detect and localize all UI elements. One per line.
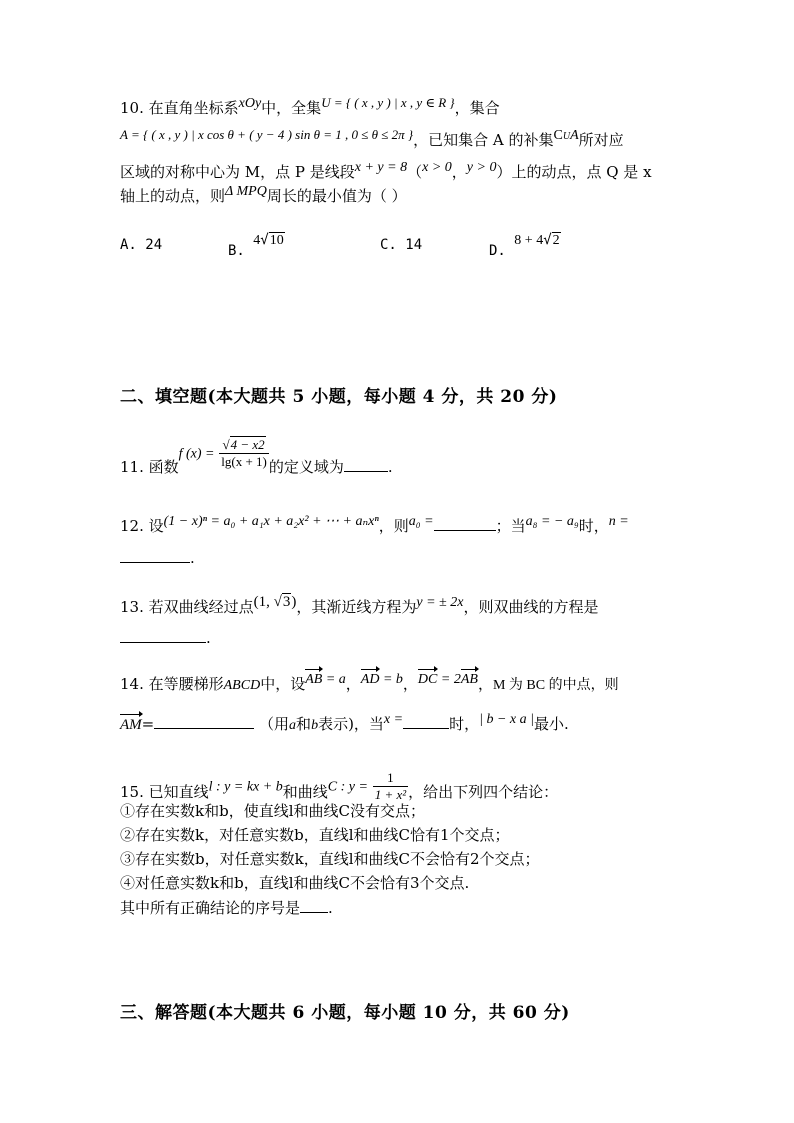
q13-answer-blank[interactable]: [120, 628, 206, 643]
section-3-heading: 三、解答题(本大题共 6 小题，每小题 10 分，共 60 分): [120, 1003, 570, 1023]
q14-am-blank[interactable]: [154, 714, 254, 729]
q14-text: = 2: [437, 672, 461, 687]
q10-text: 区域的对称中心为 M，点 P 是线段: [120, 163, 355, 181]
q14-text: 表示)，当: [318, 715, 384, 733]
q13-point-radicand: 3: [282, 594, 291, 610]
q14-text: 和: [296, 715, 312, 733]
q10-text: ，: [451, 163, 467, 181]
q10-line4: [120, 186, 407, 208]
q14-trapezoid: ABCD: [223, 678, 261, 693]
q10-text: 中，全集: [261, 99, 322, 117]
q11-text: 11. 函数: [120, 457, 179, 476]
option-label: B.: [228, 243, 245, 259]
q15-line-eq: l : y = kx + b: [208, 779, 283, 795]
q12-line1: [120, 516, 629, 538]
q10-text: ，集合: [454, 99, 500, 117]
q10-cond-y: y > 0: [466, 160, 497, 175]
q15-conclusion-2: ②存在实数k，对任意实数b，直线l和曲线C恰有1个交点；: [120, 826, 510, 844]
q15-numerator: 1: [373, 770, 408, 787]
q12-text: .: [190, 549, 195, 567]
q10-text: （: [407, 163, 423, 181]
q15-conclusion-3: ③存在实数b，对任意实数k，直线l和曲线C不会恰有2个交点；: [120, 850, 540, 868]
q14-line2: [120, 714, 569, 736]
q15-line1: [120, 770, 558, 803]
q13-text: ，则双曲线的方程是: [463, 598, 599, 616]
option-d-radicand: 2: [552, 233, 560, 248]
q12-text: 时，: [578, 517, 609, 535]
q11-denominator: lg(x + 1): [221, 454, 267, 469]
q12-binomial: (1 − x)ⁿ = a₀ + a₁x + a₂x² + ⋯ + aₙxⁿ: [163, 514, 379, 529]
q14-line1: [120, 674, 619, 696]
q10-text: 所对应: [578, 131, 624, 149]
q14-vector-ad: AD: [361, 670, 380, 690]
q15-answer-line: [120, 898, 333, 918]
q14-text: 时，: [449, 715, 480, 733]
q14-text: = b: [379, 672, 403, 687]
q13-point: (1,: [253, 594, 274, 610]
q14-vector-am: AM: [120, 717, 142, 733]
q10-option-c: C. 14: [380, 237, 423, 253]
option-label: D.: [489, 243, 506, 259]
q14-vector-dc: DC: [418, 670, 437, 690]
q12-text: 12. 设: [120, 517, 164, 535]
q14-x-eq: x =: [383, 712, 404, 727]
q13-line2: [120, 628, 211, 648]
q11-text: 的定义域为: [268, 457, 344, 476]
q10-option-d: D. 8 + 4√2: [489, 232, 560, 259]
q10-text: 周长的最小值为（ ）: [266, 187, 407, 205]
q13-text: .: [206, 629, 211, 647]
q10-coord-system: xOy: [238, 96, 262, 111]
q15-text: 和曲线: [282, 782, 328, 801]
q14-vector-ab: AB: [461, 670, 478, 690]
q10-universal-set: U = { ( x , y ) | x , y ∈ R }: [321, 95, 455, 110]
option-b-coef: 4: [253, 233, 261, 248]
q14-text: ，: [477, 675, 493, 693]
q14-text: 14. 在等腰梯形: [120, 675, 224, 693]
q14-text: 最小.: [533, 715, 569, 733]
q10-line1: [120, 95, 500, 120]
q11-fraction: $\frac{√4 - x2}{\lg(x + 1)}$: [221, 437, 267, 469]
q14-vector-ab: AB: [305, 670, 322, 690]
q14-text: 中，设: [260, 675, 306, 693]
q12-n: n =: [608, 514, 629, 529]
q14-text: ，: [345, 675, 361, 693]
q14-text: ，: [402, 675, 418, 693]
q13-asymptote: y = ± 2x: [416, 595, 464, 610]
q11-numerator: 4 − x2: [230, 437, 265, 452]
q15-fraction: [373, 770, 408, 803]
q15-text: ，给出下列四个结论：: [408, 782, 559, 801]
q10-text: ）上的动点，点 Q 是 x: [496, 163, 652, 181]
q12-n-blank[interactable]: [120, 548, 190, 563]
q13-line1: 13. 若双曲线经过点(1, √3)，其渐近线方程为y = ± 2x，则双曲线的方程是: [120, 594, 599, 616]
q15-text: .: [328, 899, 333, 917]
q14-text: （用: [259, 715, 290, 733]
q10-set-a: A = { ( x , y ) | x cos θ + ( y − 4 ) sin θ = 1 , 0 ≤ θ ≤ 2π }: [120, 127, 414, 142]
q15-denominator: 1 + x²: [374, 787, 407, 802]
q10-text: 10. 在直角坐标系: [120, 99, 239, 117]
q15-text: 15. 已知直线: [120, 782, 209, 801]
q10-cond-x: x > 0: [422, 160, 452, 175]
q12-text: ；当: [495, 517, 526, 535]
q10-complement-sub: U: [562, 131, 571, 142]
q13-text: ，其渐近线方程为: [296, 598, 417, 616]
q10-line3: [120, 162, 652, 184]
q12-text: ，则: [378, 517, 409, 535]
q11: [120, 437, 393, 476]
q14-x-blank[interactable]: [403, 714, 449, 729]
q13-point: ): [291, 594, 297, 610]
q12-a0: a₀ =: [408, 514, 434, 529]
q11-fx: f (x) =: [178, 446, 215, 462]
q10-option-a: A. 24: [120, 237, 163, 253]
q10-segment-eq: x + y = 8: [354, 160, 408, 175]
q15-text: 其中所有正确结论的序号是: [120, 899, 301, 917]
q15-conclusion-1: ①存在实数k和b，使直线l和曲线C没有交点；: [120, 802, 425, 820]
q11-text: .: [387, 457, 393, 476]
q15-conclusion-4: ④对任意实数k和b，直线l和曲线C不会恰有3个交点.: [120, 874, 470, 892]
q10-triangle: Δ MPQ: [225, 184, 267, 199]
section-2-heading: 二、填空题(本大题共 5 小题，每小题 4 分，共 20 分): [120, 387, 558, 407]
q10-text: 轴上的动点，则: [120, 187, 226, 205]
q14-text: =: [141, 715, 155, 733]
q10-complement-set: A: [570, 128, 579, 143]
q14-abs-expression: | b − x a |: [479, 712, 534, 727]
q12-a0-blank[interactable]: [434, 516, 496, 531]
q14-text: = a: [322, 672, 346, 687]
q13-text: 13. 若双曲线经过点: [120, 598, 254, 616]
q15-answer-blank[interactable]: [300, 898, 328, 913]
q11-answer-blank[interactable]: [344, 457, 388, 472]
q10-option-b: B. 4√10: [228, 232, 284, 259]
q10-complement-symbol: C: [553, 128, 563, 143]
q15-curve-eq: C : y =: [327, 779, 368, 795]
option-d-pre: 8 + 4: [514, 233, 544, 248]
q12-condition: a₈ = − a₉: [525, 514, 579, 529]
q12-line2: [120, 548, 195, 568]
q14-midpoint-text: M 为 BC 的中点，则: [492, 678, 619, 693]
q10-text: ，已知集合 A 的补集: [413, 131, 554, 149]
option-b-radicand: 10: [269, 233, 284, 248]
q14-vec-a: a: [289, 718, 297, 733]
q10-line2: [120, 127, 624, 153]
q14-vec-b: b: [311, 718, 319, 733]
